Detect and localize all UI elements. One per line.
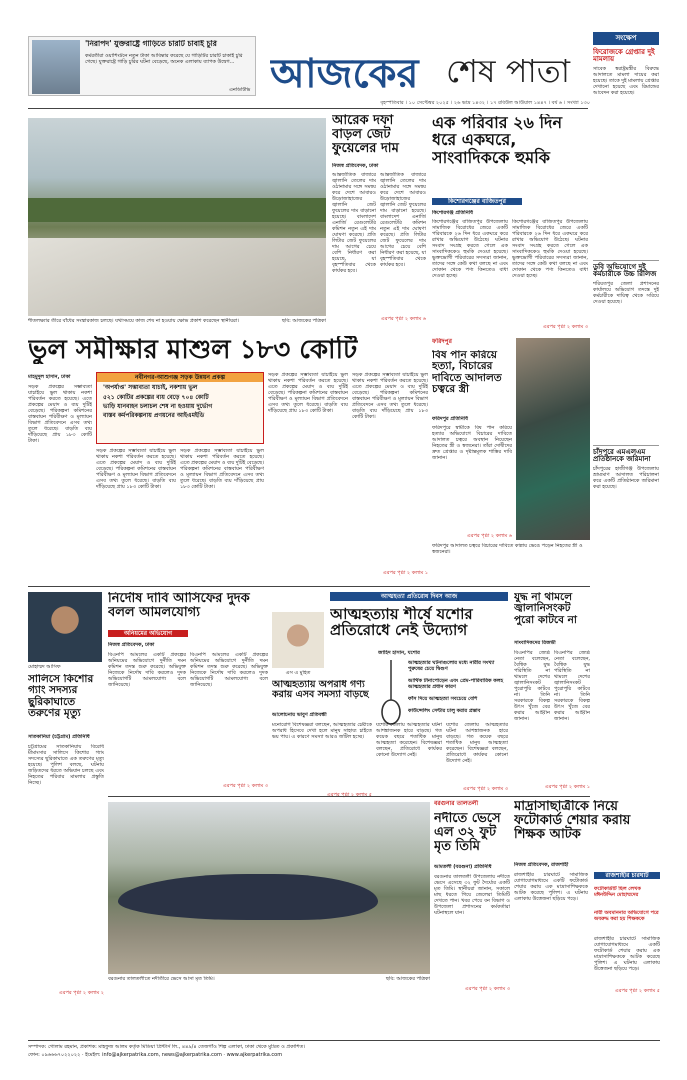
mistake-bullet-3: ভাড়ি যানবাহন চলাচল শেষ না হওয়ায় দুর্ভোগ bbox=[103, 402, 213, 410]
suicide-banner: আত্মহত্যা প্রতিরোধ দিবস আজ bbox=[330, 592, 508, 601]
family-continued: এরপর পৃষ্ঠা ২ কলাম ৩ bbox=[542, 324, 588, 330]
mistake-body-col2: সড়ক প্রকল্পের সম্ভাব্যতা যাচাইয়ে ভুল থাকায় নকশা পরিবর্তন করতে হয়েছে। এতে প্রকল্পের মেয়াদ ও ব্যয় দুটিই বেড়েছে। পরিকল্পনা কমিশনের বাস্তবায়ন পরিবীক্ষণ ও মূল্যায়ন বিভাগ প্রতিবেদনে এসব তথ্য তুলে ধরেছে। বাড়তি ব্যয় দাঁড়িয়েছে প্রায় ১৮৩ কোটি টাকা। bbox=[96, 448, 176, 490]
expert-sub: আলোচনায় ভাবুণ প্রতিবন্ধী bbox=[272, 712, 327, 718]
brief-item-2-title[interactable]: ডুবি অভিযোগে দুই কর্মচারীকে উচ্চ রিলিজ bbox=[593, 260, 659, 279]
war-body-col2: বিএনপির জ্যেষ্ঠ নেতা বলেছেন, বৈশ্বিক যুদ্ধ পরিস্থিতি না থামলে দেশের জ্বালানিসংকট পুরোপুরি কাটবে না। তিনি সরকারকে বিকল্প উৎস খুঁজে বের করার আহ্বান জানান। bbox=[554, 650, 590, 722]
war-headline[interactable]: যুদ্ধ না থামলে জ্বালানিসংকট পুরো কাটবে না bbox=[514, 592, 577, 626]
teaser-body: কর্মরতীরা ওয়াশিংটনে নতুন টাকা আবিষ্কার করেছে যে গাড়িটির চারটি চাকাই চুরি গেছে। যুক্তরাষ্ট্রে গাড়ি চুরির ঘটনা বেড়েছে, অনেক এলাকায় ব্যাপক উদ্বেগ... bbox=[85, 53, 243, 65]
madrasa-continued: এরপর পৃষ্ঠা ২ কলাম ৫ bbox=[614, 988, 660, 994]
faridpur-body: ফরিদপুরে স্বামীকে বিষ পান করিয়ে হত্যার অভিযোগে বিচারের দাবিতে আদালত চত্বরে অবস্থান নিয়েছেন নিহতের স্ত্রী ও স্বজনেরা। তাঁরা দোষীদের দ্রুত গ্রেপ্তার ও দৃষ্টান্তমূলক শাস্তির দাবি জানান। bbox=[432, 425, 512, 461]
suicide-continued: এরপর পৃষ্ঠা ২ কলাম ৩ bbox=[462, 786, 508, 792]
obit-name: মোহাম্মদ আসিফ bbox=[28, 664, 61, 670]
brief-item-3-title[interactable]: চাঁদপুরে এমএলএম প্রতিষ্ঠানকে জরিমানা bbox=[593, 445, 659, 464]
whale-section: বরগুনার তালতলী bbox=[434, 800, 479, 807]
mistake-box-title: নবীনগর-আশুগঞ্জ সড়ক উন্নয়ন প্রকল্প bbox=[97, 373, 263, 382]
suicide-point-4: কাউন্সেলিং সেন্টার চালু করার প্রস্তাব bbox=[408, 708, 481, 714]
mistake-body-col1: সড়ক প্রকল্পের সম্ভাব্যতা যাচাইয়ে ভুল থাকায় নকশা পরিবর্তন করতে হয়েছে। এতে প্রকল্পের মেয়াদ ও ব্যয় দুটিই বেড়েছে। পরিকল্পনা কমিশনের বাস্তবায়ন পরিবীক্ষণ ও মূল্যায়ন বিভাগ প্রতিবেদনে এসব তথ্য তুলে ধরেছে। বাড়তি ব্যয় দাঁড়িয়েছে প্রায় ১৮৩ কোটি টাকা। bbox=[28, 384, 92, 444]
suicide-byline: জাহিদ হাসান, যশোর bbox=[378, 650, 420, 656]
faridpur-headline[interactable]: বিষ পান করিয়ে হত্যা, বিচারের দাবিতে আদালত চত্বরে স্ত্রী bbox=[432, 350, 502, 395]
war-byline: সাংবাদিকদের রিজভী bbox=[514, 640, 556, 646]
suicide-body: যশোর জেলায় আত্মহত্যার ঘটনা আশঙ্কাজনক হারে বাড়ছে। গত কয়েক বছরে শতাধিক মানুষ আত্মহত্যা করেছেন। বিশেষজ্ঞরা বলছেন, প্রতিরোধে কার্যকর কোনো উদ্যোগ নেই। bbox=[376, 722, 442, 758]
family-headline[interactable]: এক পরিবার ২৬ দিন ধরে একঘরে, সাংবাদিককে হুমকি bbox=[432, 114, 563, 166]
photo1-credit: ছবি: আজকের পত্রিকা bbox=[281, 318, 326, 324]
whale-byline: আমতলী (বরগুনা) প্রতিনিধি bbox=[434, 864, 492, 870]
asif-byline: নিজস্ব প্রতিবেদক, ঢাকা bbox=[108, 642, 155, 648]
whale-shape bbox=[118, 874, 378, 920]
footer-line-1: সম্পাদক: গোলাম রহমান, প্রকাশক: মাহফুজ আলম কর্তৃক মিডিয়া প্রিন্টার্স লি., ৪৪৯/৪ তেজগাঁও শিল্প এলাকা, ঢাকা থেকে মুদ্রিত ও প্রকাশিত। bbox=[28, 1044, 305, 1050]
teaser-image bbox=[32, 40, 80, 94]
suicide-headline[interactable]: আত্মহত্যায় শীর্ষে যশোর প্রতিরোধে নেই উদ্যোগ bbox=[330, 606, 473, 639]
madrasa-body-col2: রাজশাহীর চারঘাটে সামাজিক যোগাযোগমাধ্যমে একটি ফটোকার্ড শেয়ার করায় এক মাদ্রাসাশিক্ষককে আটক করেছে পুলিশ। এ ঘটনায় এলাকায় উত্তেজনা ছড়িয়ে পড়ে। bbox=[594, 936, 660, 972]
faridpur-caption: ফরিদপুর আদালত চত্বরে বিচারের দাবিতে কান্নায় ভেঙে পড়েন নিহতের স্ত্রী ও স্বজনেরা। bbox=[432, 543, 583, 555]
madrasa-headline[interactable]: মাদ্রাসাছাত্রীকে নিয়ে ফটোকার্ড শেয়ার করায় শিক্ষক আটক bbox=[514, 800, 631, 843]
masthead-title-right: শেষ পাতা bbox=[446, 52, 571, 90]
faridpur-continued: এরপর পৃষ্ঠা ২ কলাম ৬ bbox=[466, 533, 512, 539]
whale-photo bbox=[108, 802, 430, 974]
mistake-bullet-1: 'অপর্যাপ্ত' সম্ভাব্যতা যাচাই, নকশায় ভুল bbox=[103, 384, 198, 392]
brief-label: সংক্ষেপ bbox=[593, 32, 659, 45]
photo1-caption bbox=[28, 318, 326, 324]
whale-headline[interactable]: নদীতে ভেসে এল ৩২ ফুট মৃত তিমি bbox=[434, 812, 501, 855]
whale-credit: ছবি: আজকের পত্রিকা bbox=[385, 976, 430, 982]
asif-portrait bbox=[28, 592, 102, 662]
expert-body: মনোরোগ বিশেষজ্ঞরা বলছেন, আত্মহত্যার চেষ্টাকে অপরাধ হিসেবে দেখা হলে মানুষ সাহায্য চাইতে ভয় পায়। এ কারণে সমস্যা আরও জটিল হচ্ছে। bbox=[272, 722, 372, 740]
mistake-headline[interactable]: ভুল সমীক্ষার মাশুল ১৮৩ কোটি bbox=[28, 336, 358, 365]
war-continued: এরপর পৃষ্ঠা ২ কলাম ১ bbox=[544, 784, 590, 790]
family-body-col2: কিশোরগঞ্জের বাজিতপুর উপজেলায় সামাজিক বিরোধের জেরে একটি পরিবারকে ২৬ দিন ধরে একঘরে করে রাখার অভিযোগ উঠেছে। ঘটনার সংবাদ সংগ্রহ করতে গেলে এক সাংবাদিককেও হুমকি দেওয়া হয়েছে। ভুক্তভোগী পরিবারের সদস্যরা জানান, তাদের সঙ্গে কেউ কথা বলছে না এবং দোকান থেকে পণ্য কিনতেও বাধা দেওয়া হচ্ছে। bbox=[512, 219, 588, 279]
footer-rule bbox=[28, 1040, 660, 1041]
teaser-title: 'নিরাপদ' যুক্তরাষ্ট্রে গাড়িতে চারটি চাবাই চুরি bbox=[85, 40, 217, 48]
mistake-bullet-2: ৫২১ কোটির প্রকল্পের ব্যয় বেড়ে ৭০৪ কোটি bbox=[103, 393, 209, 401]
jet-headline[interactable]: আরেক দফা বাড়ল জেট ফুয়েলের দাম bbox=[332, 114, 399, 157]
suicide-point-2: আর্থিক টানাপোড়েন এবং প্রেম-পারিবারিক কলহ আত্মহত্যার প্রধান কারণ bbox=[408, 678, 504, 690]
suicide-body-col2: যশোর জেলায় আত্মহত্যার ঘটনা আশঙ্কাজনক হারে বাড়ছে। গত কয়েক বছরে শতাধিক মানুষ আত্মহত্যা করেছেন। বিশেষজ্ঞরা বলছেন, প্রতিরোধে কার্যকর কোনো উদ্যোগ নেই। bbox=[446, 722, 508, 764]
obit-continued: এরপর পৃষ্ঠা ২ কলাম ২ bbox=[58, 990, 104, 996]
asif-headline[interactable]: নির্দোষ দাবি আসিফের দুদক বলল আমলযোগ্য bbox=[108, 592, 250, 621]
masthead-title-left: আজকের bbox=[270, 50, 419, 94]
date-line: বৃহস্পতিবার । ১০ সেপ্টেম্বর ২০২৫ । ২৬ ভাদ্র ১৪৩২ । ১৭ রবিউল আউয়াল ১৪৪৭ । বর্ষ ৬ । সংখ্যা ১৩০ bbox=[380, 100, 590, 106]
faridpur-byline: ফরিদপুর প্রতিনিধি bbox=[432, 416, 468, 422]
mistake-body-col5: সড়ক প্রকল্পের সম্ভাব্যতা যাচাইয়ে ভুল থাকায় নকশা পরিবর্তন করতে হয়েছে। এতে প্রকল্পের মেয়াদ ও ব্যয় দুটিই বেড়েছে। পরিকল্পনা কমিশনের বাস্তবায়ন পরিবীক্ষণ ও মূল্যায়ন বিভাগ প্রতিবেদনে এসব তথ্য তুলে ধরেছে। বাড়তি ব্যয় দাঁড়িয়েছে প্রায় ১৮৩ কোটি টাকা। bbox=[352, 372, 428, 420]
family-byline: কিশোরগঞ্জ প্রতিনিধি bbox=[432, 210, 473, 216]
madrasa-body: রাজশাহীর চারঘাটে সামাজিক যোগাযোগমাধ্যমে একটি ফটোকার্ড শেয়ার করায় এক মাদ্রাসাশিক্ষককে আটক করেছে পুলিশ। এ ঘটনায় এলাকায় উত্তেজনা ছড়িয়ে পড়ে। bbox=[514, 872, 588, 902]
faridpur-section: ফরিদপুর bbox=[432, 338, 452, 345]
suicide-point-1: আত্মহত্যার ঘটনাগুলোর মধ্যে নারীর সংখ্যা পুরুষের চেয়ে দ্বিগুণ bbox=[408, 660, 495, 672]
expert-continued: এরপর পৃষ্ঠা ২ কলাম ৫ bbox=[326, 792, 372, 798]
whale-body: বরগুনার তালতলী উপজেলায় নদীতে ভেসে এসেছে ৩২ ফুট দৈর্ঘ্যের একটি মৃত তিমি। স্থানীয়রা জানান, সকালে মাছ ধরতে গিয়ে জেলেরা তিমিটি দেখতে পান। খবর পেয়ে বন বিভাগ ও উপজেলা প্রশাসনের কর্মকর্তারা ঘটনাস্থলে যান। bbox=[434, 874, 510, 916]
rule-lower bbox=[108, 796, 590, 797]
masthead-logo[interactable] bbox=[270, 38, 590, 94]
brief-column bbox=[593, 32, 659, 642]
family-section: কিশোরগঞ্জের বাজিতপুর bbox=[432, 198, 522, 205]
obit-byline: সাতকানিয়া (চট্টগ্রাম) প্রতিনিধি bbox=[28, 734, 90, 740]
expert-name: এস এ মুহিত bbox=[285, 670, 311, 676]
mistake-continued: এরপর পৃষ্ঠা ২ কলাম ১ bbox=[382, 570, 428, 576]
war-body: বিএনপির জ্যেষ্ঠ নেতা বলেছেন, বৈশ্বিক যুদ্ধ পরিস্থিতি না থামলে দেশের জ্বালানিসংকট পুরোপুরি কাটবে না। তিনি সরকারকে বিকল্প উৎস খুঁজে বের করার আহ্বান জানান। bbox=[514, 650, 550, 722]
expert-headline[interactable]: আত্মহত্যায় অপরাধ গণ্য করায় এসব সমস্যা বাড়ছে bbox=[272, 680, 369, 701]
asif-continued: এরপর পৃষ্ঠা ২ কলাম ৩ bbox=[222, 783, 268, 789]
asif-body: বিএনপি আমলের একটি প্রকল্পের অনিয়মের অভিযোগে দুর্নীতি দমন কমিশন তদন্ত শুরু করেছে। অভিযুক্ত নিজেকে নির্দোষ দাবি করলেও দুদক অভিযোগটি আমলযোগ্য বলে জানিয়েছে। bbox=[108, 652, 186, 688]
whale-caption-text: বরগুনার তালতলীতে নদীতীরে ভেসে আসা মৃত তিমি। bbox=[108, 976, 215, 982]
masthead-rule bbox=[28, 108, 588, 109]
teaser-box[interactable] bbox=[28, 36, 256, 96]
family-body: কিশোরগঞ্জের বাজিতপুর উপজেলায় সামাজিক বিরোধের জেরে একটি পরিবারকে ২৬ দিন ধরে একঘরে করে রাখার অভিযোগ উঠেছে। ঘটনার সংবাদ সংগ্রহ করতে গেলে এক সাংবাদিককেও হুমকি দেওয়া হয়েছে। ভুক্তভোগী পরিবারের সদস্যরা জানান, তাদের সঙ্গে কেউ কথা বলছে না এবং দোকান থেকে পণ্য কিনতেও বাধা দেওয়া হচ্ছে। bbox=[432, 219, 508, 279]
brief-item-1-body: সাবেক স্বরাষ্ট্রমন্ত্রীর বিরুদ্ধে আদালতে মামলা দায়ের করা হয়েছে। তাকে দুই মামলায় গ্রেপ্তার দেখানো হয়েছে এবং রিমান্ডের আবেদন করা হয়েছে। bbox=[593, 65, 659, 96]
jet-body: আন্তর্জাতিক বাজারে জ্বালানি তেলের দাম ওঠানামার সঙ্গে সমন্বয় করে দেশে আবারও উড়োজাহাজের জ্বালানি জেট ফুয়েলের দাম বাড়ানো হয়েছে। বাংলাদেশ এনার্জি রেগুলেটরি কমিশন নতুন এই দাম ঘোষণা করেছে। প্রতি লিটার জেট ফুয়েলের দাম আগের চেয়ে বেশি নির্ধারণ করা হয়েছে, যা বৃহস্পতিবার থেকে কার্যকর হবে। bbox=[332, 172, 376, 274]
photo-trees bbox=[28, 198, 326, 222]
faridpur-photo bbox=[516, 338, 590, 540]
mistake-body-col3: সড়ক প্রকল্পের সম্ভাব্যতা যাচাইয়ে ভুল থাকায় নকশা পরিবর্তন করতে হয়েছে। এতে প্রকল্পের মেয়াদ ও ব্যয় দুটিই বেড়েছে। পরিকল্পনা কমিশনের বাস্তবায়ন পরিবীক্ষণ ও মূল্যায়ন বিভাগ প্রতিবেদনে এসব তথ্য তুলে ধরেছে। বাড়তি ব্যয় দাঁড়িয়েছে প্রায় ১৮৩ কোটি টাকা। bbox=[180, 448, 264, 490]
asif-section: অনিয়মের অভিযোগ bbox=[108, 630, 188, 637]
photo-ground bbox=[28, 238, 326, 316]
jet-byline: নিজস্ব প্রতিবেদক, ঢাকা bbox=[332, 163, 379, 169]
madrasa-section: রাজশাহীর চারঘাট bbox=[594, 872, 660, 879]
photo1-caption-text: শীতলক্ষ্যার তীরে বাঁধের সংস্কারকাজ চলছে। যথাসময়ে কাজ শেষ না হওয়ায় ক্ষোভ প্রকাশ করেছেন স্থানীয়রা। bbox=[28, 318, 240, 324]
asif-body-col2: বিএনপি আমলের একটি প্রকল্পের অনিয়মের অভিযোগে দুর্নীতি দমন কমিশন তদন্ত শুরু করেছে। অভিযুক্ত নিজেকে নির্দোষ দাবি করলেও দুদক অভিযোগটি আমলযোগ্য বলে জানিয়েছে। bbox=[190, 652, 268, 688]
obit-headline[interactable]: সালিসে কিশোর গ্যাং সদস্যর ছুরিকাঘাতে তরুণের মৃত্যু bbox=[28, 674, 94, 719]
brief-item-1-title[interactable]: ফিরোজকে গ্রেপ্তার দুই মামলায় bbox=[593, 47, 655, 64]
whale-caption bbox=[108, 976, 430, 982]
jet-body-col2: আন্তর্জাতিক বাজারে জ্বালানি তেলের দাম ওঠানামার সঙ্গে সমন্বয় করে দেশে আবারও উড়োজাহাজের জ্বালানি জেট ফুয়েলের দাম বাড়ানো হয়েছে। বাংলাদেশ এনার্জি রেগুলেটরি কমিশন নতুন এই দাম ঘোষণা করেছে। প্রতি লিটার জেট ফুয়েলের দাম আগের চেয়ে বেশি নির্ধারণ করা হয়েছে, যা বৃহস্পতিবার থেকে কার্যকর হবে। bbox=[380, 172, 426, 268]
footer-line-2[interactable]: ফোন: ০৯৬৬৬৭০২২০২২ · ইমেইল: info@ajkerpatrika.com, news@ajkerpatrika.com · www.ajkerpatrika.com bbox=[28, 1052, 283, 1058]
teaser-source: এনডিটিভি bbox=[229, 87, 251, 93]
madrasa-byline: নিজস্ব প্রতিবেদক, রাজশাহী bbox=[514, 862, 569, 868]
brief-item-2-body: শরিয়তপুর জেলা প্রশাসনের কার্যালয়ে অভিযোগ তদন্তে দুই কর্মচারীকে দায়িত্ব থেকে সরিয়ে দেওয়া হয়েছে। bbox=[593, 280, 659, 305]
suicide-point-3: ফাঁস দিয়ে আত্মহত্যা সবচেয়ে বেশি bbox=[408, 696, 478, 702]
whale-continued: এরপর পৃষ্ঠা ২ কলাম ৩ bbox=[464, 986, 510, 992]
mistake-byline: মাহমুদুল হাসান, ঢাকা bbox=[28, 374, 71, 380]
rule-mid bbox=[28, 586, 590, 587]
madrasa-point-1: ফটোকার্ডটি ছিল লেখক মঈনউদ্দিন মোহাম্মদের bbox=[594, 886, 641, 898]
expert-portrait bbox=[272, 612, 324, 668]
mistake-factbox bbox=[96, 372, 264, 444]
mistake-bullet-4: বাস্তব কর্মপরিকল্পনায় প্রণয়নের আইএমইডি bbox=[103, 412, 205, 420]
embankment-photo bbox=[28, 118, 326, 316]
jet-continued: এরপর পৃষ্ঠা ২ কলাম ৬ bbox=[380, 316, 426, 322]
madrasa-point-2: নারী অবমাননার অভিযোগে পরে অবরুদ্ধ করা হয় শিক্ষককে bbox=[594, 910, 659, 922]
obit-body: চট্টগ্রামের সাতকানিয়ায় বিরোধ মীমাংসার সালিসে কিশোর গ্যাং সদস্যের ছুরিকাঘাতে এক তরুণের মৃত্যু হয়েছে। পুলিশ বলছে, ঘটনায় জড়িতদের ধরতে অভিযান চলছে এবং নিহতের পরিবার মামলার প্রস্তুতি নিচ্ছে। bbox=[28, 744, 104, 786]
mistake-body-col4: সড়ক প্রকল্পের সম্ভাব্যতা যাচাইয়ে ভুল থাকায় নকশা পরিবর্তন করতে হয়েছে। এতে প্রকল্পের মেয়াদ ও ব্যয় দুটিই বেড়েছে। পরিকল্পনা কমিশনের বাস্তবায়ন পরিবীক্ষণ ও মূল্যায়ন বিভাগ প্রতিবেদনে এসব তথ্য তুলে ধরেছে। বাড়তি ব্যয় দাঁড়িয়েছে প্রায় ১৮৩ কোটি টাকা। bbox=[268, 372, 348, 414]
brief-item-3-body: চাঁদপুরের হাজীগঞ্জ উপজেলায় ভ্রাম্যমাণ আদালত পরিচালনা করে একটি প্রতিষ্ঠানকে জরিমানা করা হয়েছে। bbox=[593, 465, 659, 490]
